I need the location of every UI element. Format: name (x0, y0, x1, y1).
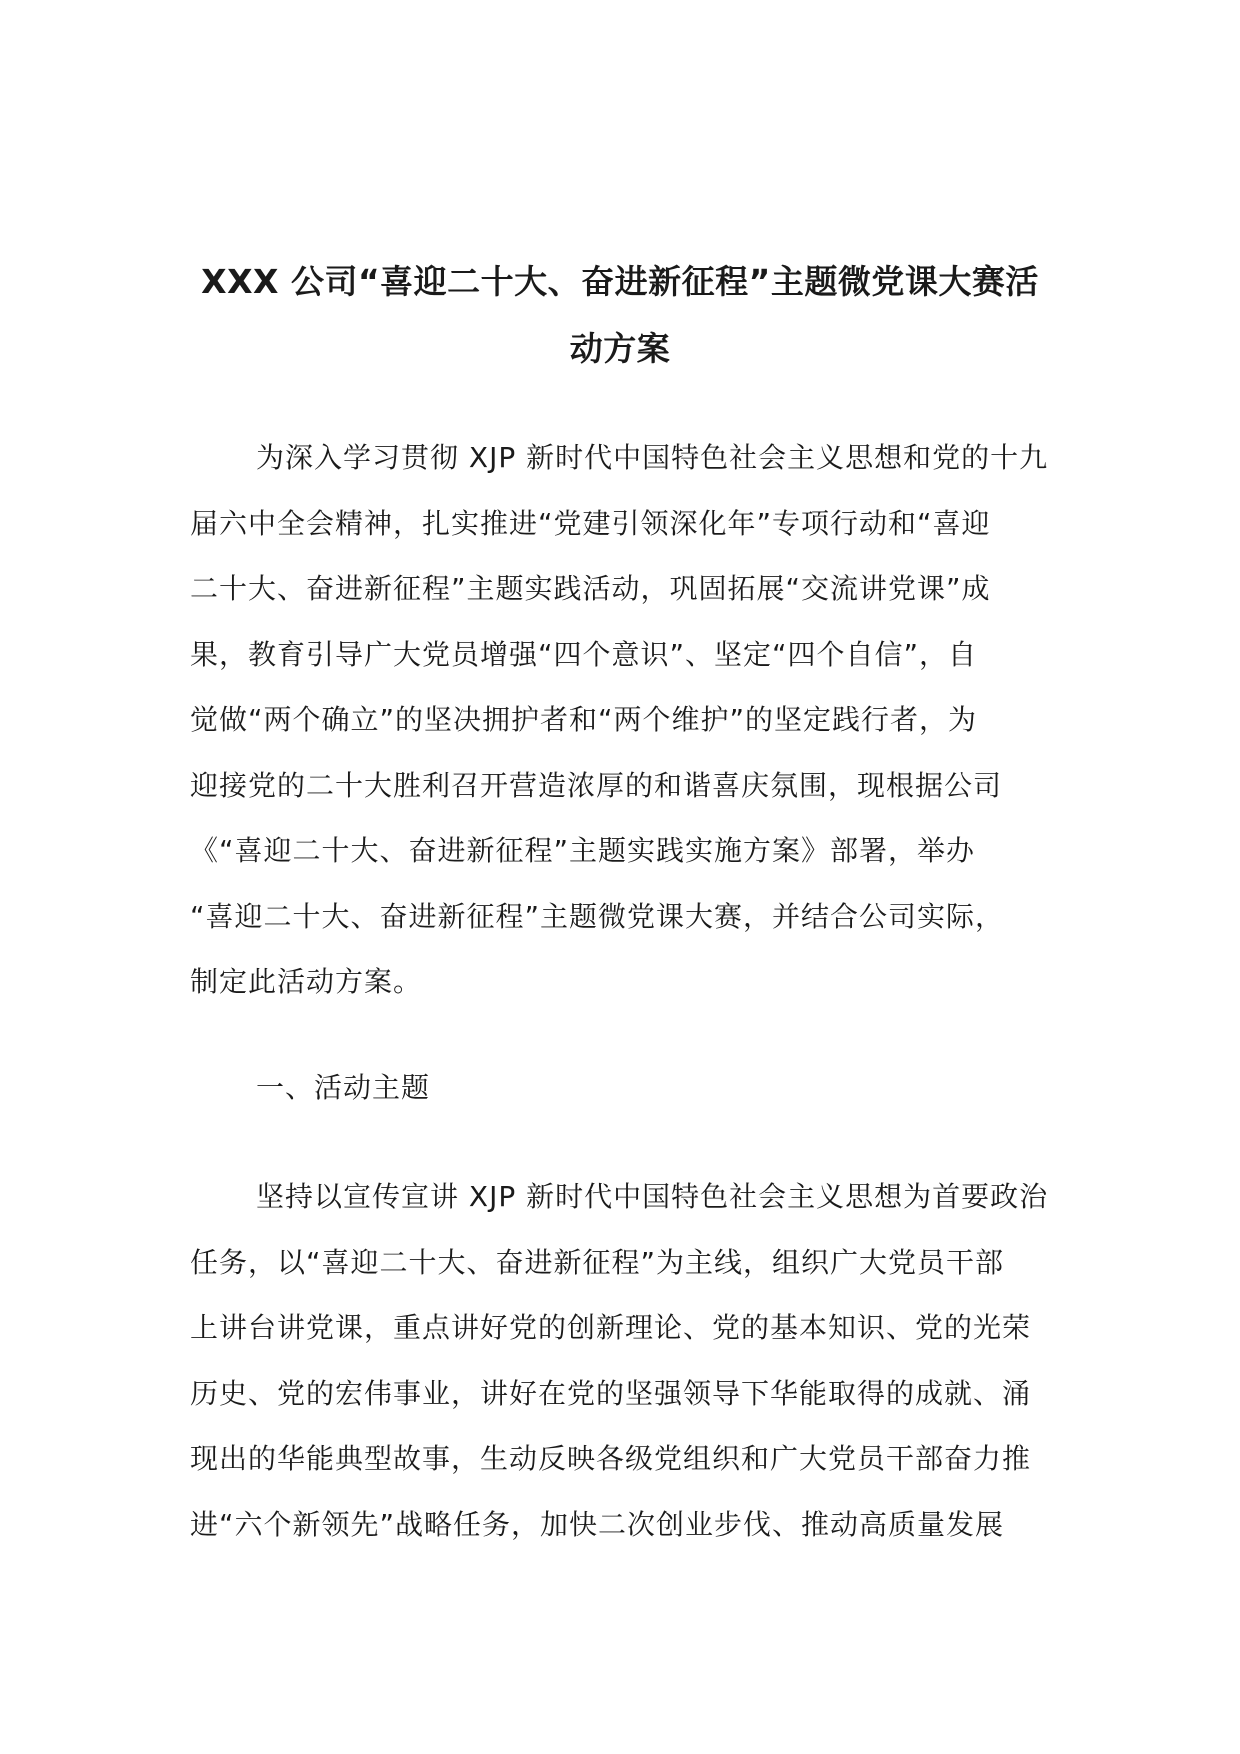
paragraph-line: 上讲台讲党课，重点讲好党的创新理论、党的基本知识、党的光荣 (190, 1311, 1032, 1344)
title-line-1: XXX 公司“喜迎二十大、奋进新征程”主题微党课大赛活 (201, 262, 1039, 301)
intro-paragraph (190, 425, 1052, 1015)
paragraph-line: 迎接党的二十大胜利召开营造浓厚的和谐喜庆氛围，现根据公司 (190, 768, 1003, 802)
paragraph-line: 二十大、奋进新征程”主题实践活动，巩固拓展“交流讲党课”成 (190, 572, 991, 605)
paragraph-line: 现出的华能典型故事，生动反映各级党组织和广大党员干部奋力推 (190, 1442, 1032, 1475)
paragraph-line: 觉做“两个确立”的坚决拥护者和“两个维护”的坚定践行者，为 (190, 703, 978, 736)
paragraph-line: 果，教育引导广大党员增强“四个意识”、坚定“四个自信”，自 (190, 637, 978, 671)
paragraph-line: 任务，以“喜迎二十大、奋进新征程”为主线，组织广大党员干部 (190, 1245, 1005, 1279)
section-paragraph (190, 1164, 1052, 1557)
title-line-2: 动方案 (569, 329, 671, 368)
document-title (190, 248, 1050, 382)
paragraph-line: 制定此活动方案。 (190, 965, 423, 998)
paragraph-line: 届六中全会精神，扎实推进“党建引领深化年”专项行动和“喜迎 (190, 506, 991, 540)
paragraph-line: 历史、党的宏伟事业，讲好在党的坚强领导下华能取得的成就、涌 (190, 1376, 1032, 1410)
paragraph-line: 为深入学习贯彻 XJP 新时代中国特色社会主义思想和党的十九 (256, 441, 1049, 474)
paragraph-line: 坚持以宣传宣讲 XJP 新时代中国特色社会主义思想为首要政治 (256, 1180, 1049, 1213)
paragraph-line: 进“六个新领先”战略任务，加快二次创业步伐、推动高质量发展 (190, 1507, 1005, 1541)
paragraph-line: 《“喜迎二十大、奋进新征程”主题实践实施方案》部署，举办 (190, 834, 976, 867)
section-heading: 一、活动主题 (256, 1071, 431, 1104)
paragraph-line: “喜迎二十大、奋进新征程”主题微党课大赛，并结合公司实际， (190, 899, 1005, 933)
